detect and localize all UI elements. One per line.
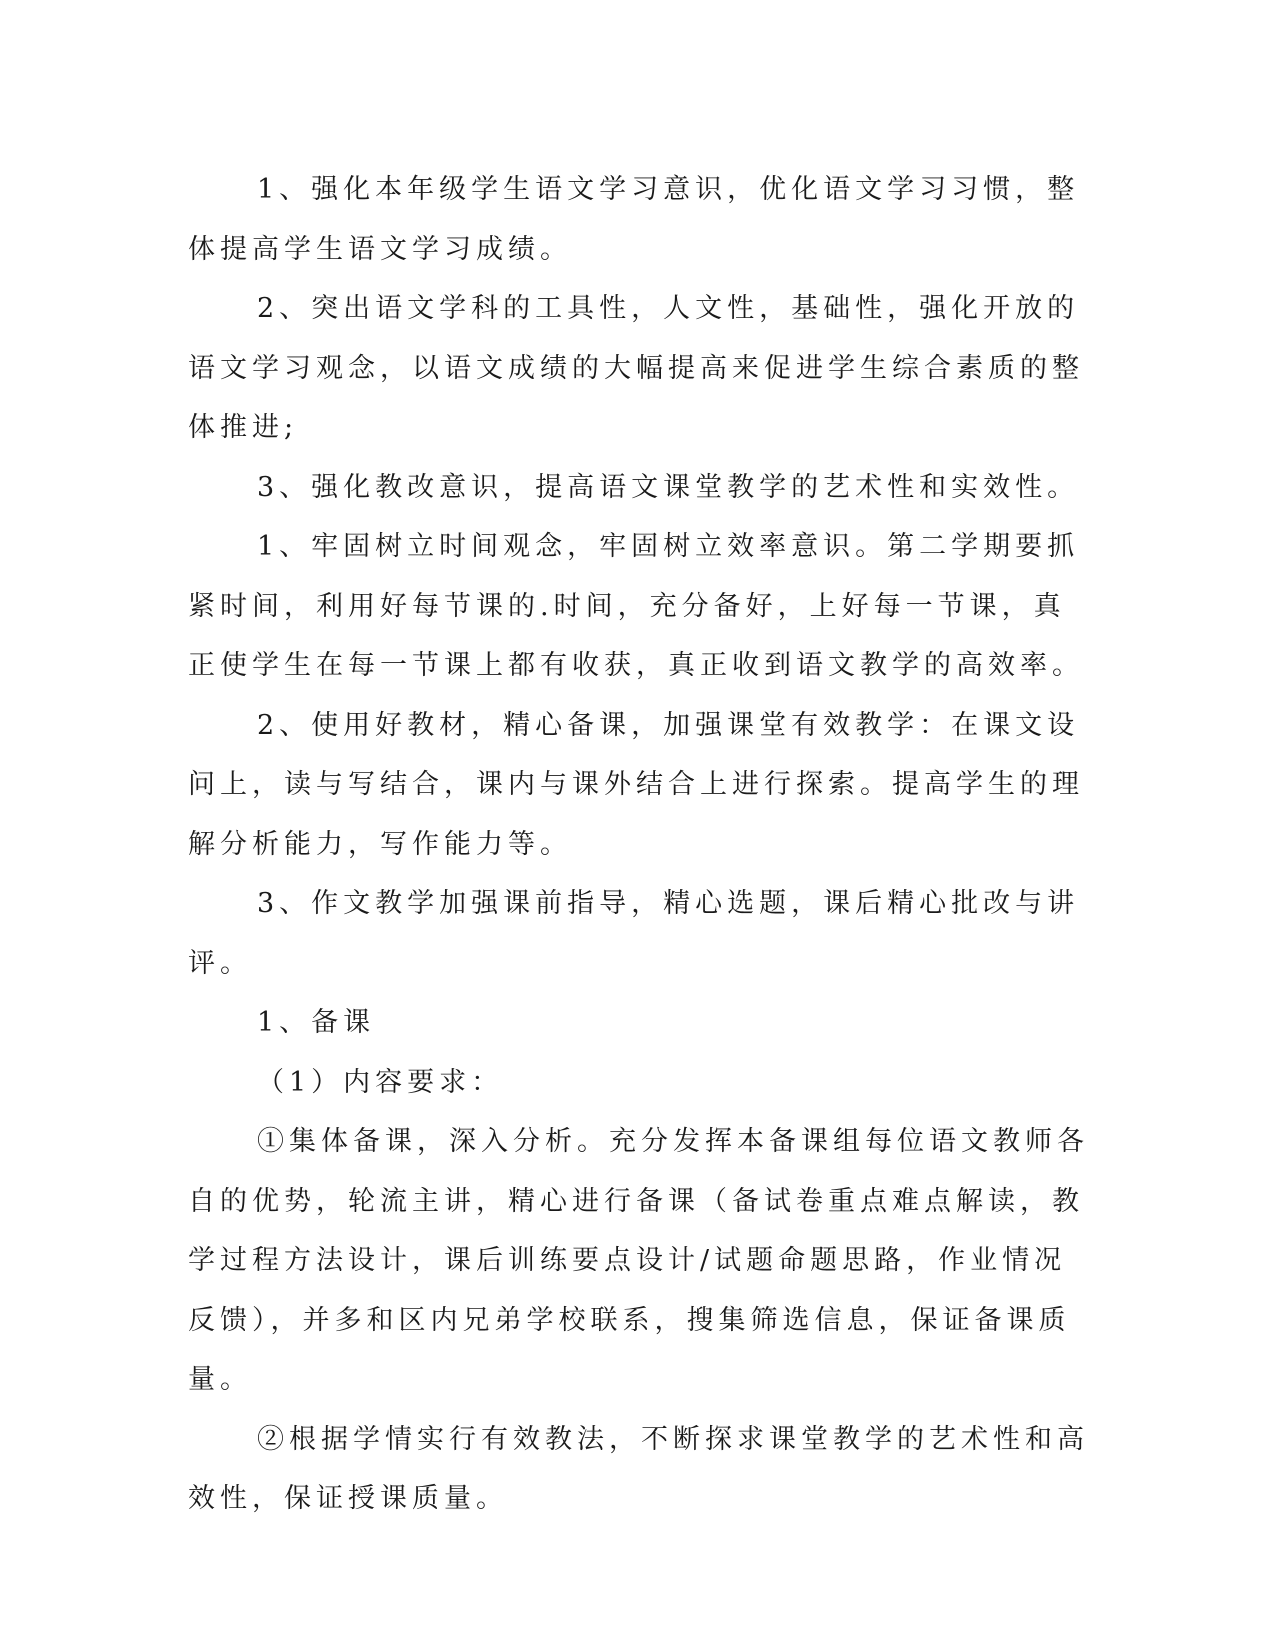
paragraph-goal-1: 1、强化本年级学生语文学习意识，优化语文学习习惯，整体提高学生语文学习成绩。 (188, 174, 1080, 265)
paragraph-collective-prep: ①集体备课，深入分析。充分发挥本备课组每位语文教师各自的优势，轮流主讲，精心进行备课（备试卷重点难点解读，教学过程方法设计，课后训练要点设计/试题命题思路，作业情况反馈），并多和区内兄弟学校联系，搜集筛选信息，保证备课质量。 (188, 1126, 1089, 1395)
paragraph-measure-1: 1、牢固树立时间观念，牢固树立效率意识。第二学期要抓紧时间，利用好每节课的.时间，充分备好，上好每一节课，真正使学生在每一节课上都有收获，真正收到语文教学的高效率。 (188, 531, 1084, 681)
paragraph-measure-3: 3、作文教学加强课前指导，精心选题，课后精心批改与讲评。 (188, 888, 1080, 979)
section-heading-lesson-prep: 1、备课 (257, 1007, 376, 1038)
paragraph-measure-2: 2、使用好教材，精心备课，加强课堂有效教学：在课文设问上，读与写结合，课内与课外结合上进行探索。提高学生的理解分析能力，写作能力等。 (188, 709, 1084, 860)
paragraph-effective-teaching: ②根据学情实行有效教法，不断探求课堂教学的艺术性和高效性，保证授课质量。 (188, 1423, 1089, 1514)
document-body (188, 160, 1093, 1529)
subheading-content-requirements: （1）内容要求： (257, 1066, 504, 1098)
paragraph-goal-2: 2、突出语文学科的工具性，人文性，基础性，强化开放的语文学习观念，以语文成绩的大幅提高来促进学生综合素质的整体推进; (188, 293, 1084, 443)
paragraph-goal-3: 3、强化教改意识，提高语文课堂教学的艺术性和实效性。 (257, 471, 1080, 503)
